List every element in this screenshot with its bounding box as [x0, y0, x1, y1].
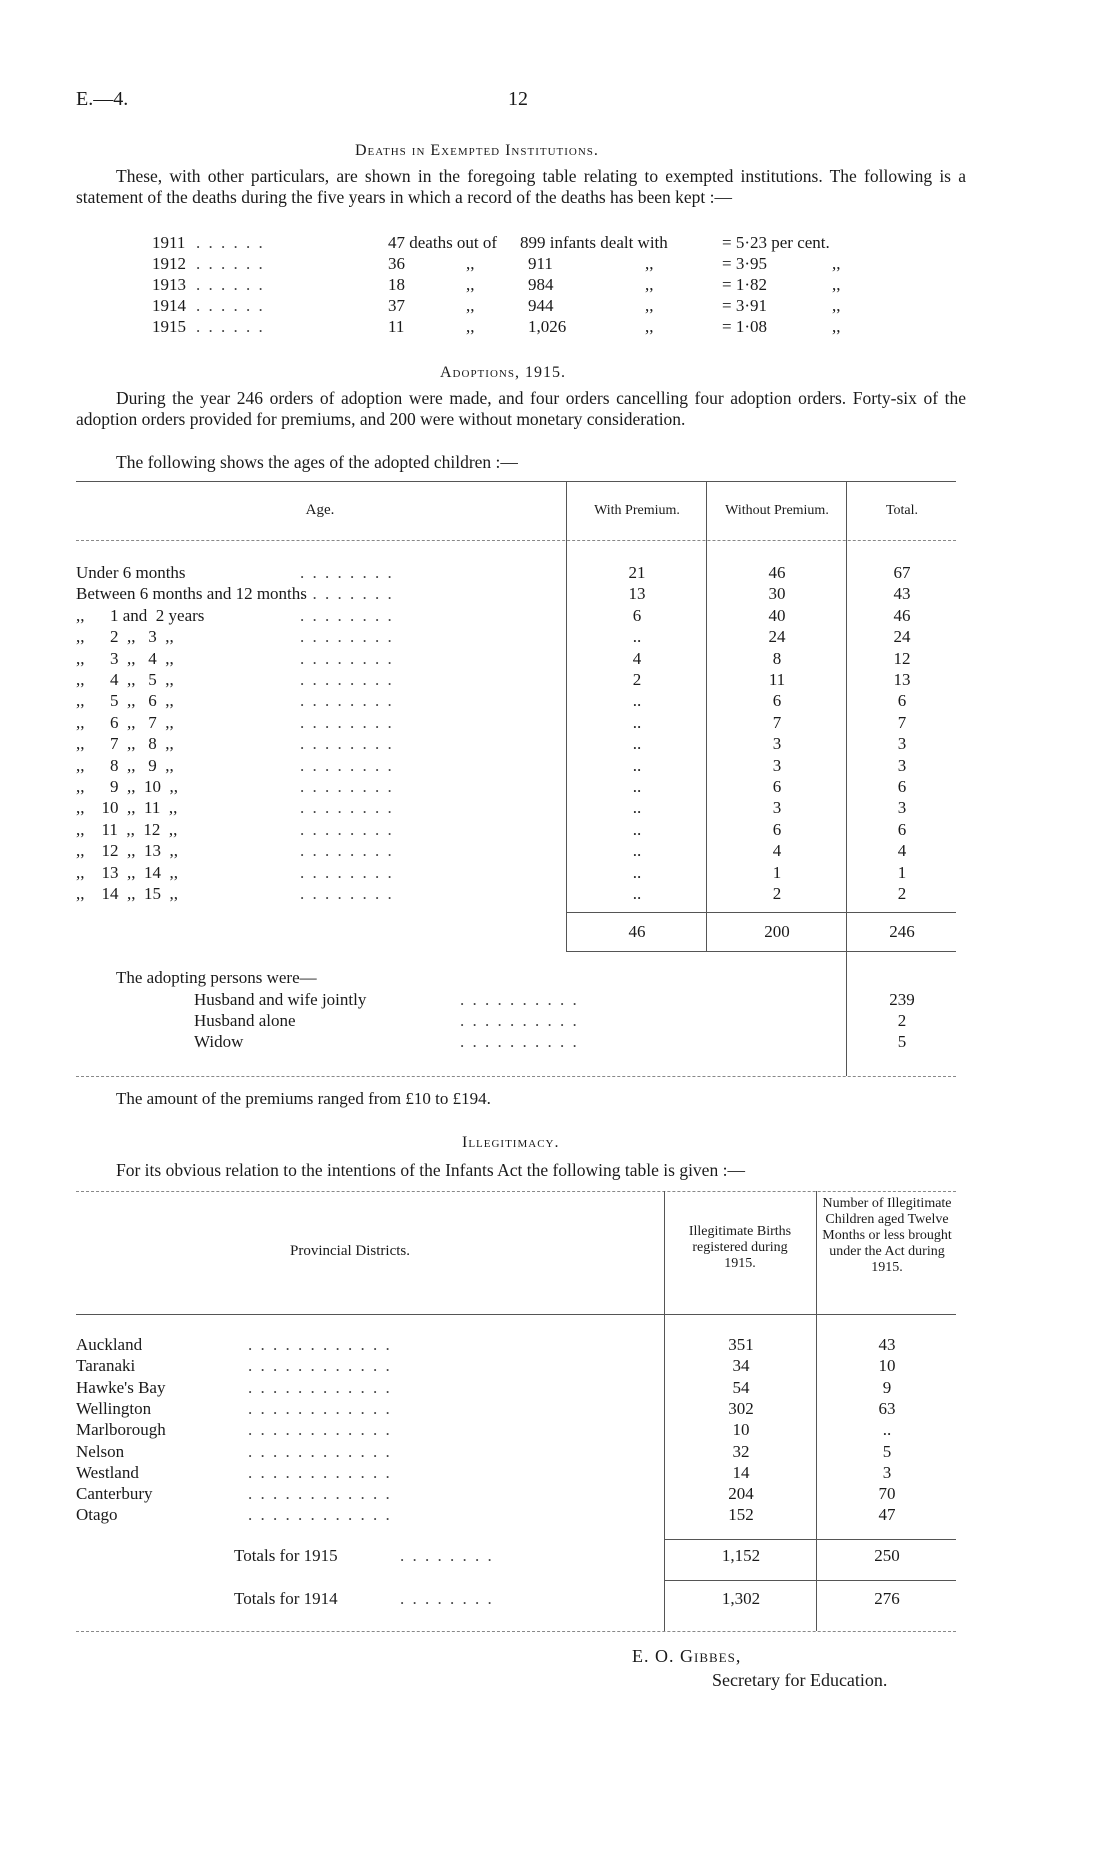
adoption-row — [0, 776, 1114, 797]
deaths-dots: . . . . . . — [196, 275, 265, 294]
adoption-age: ,, 1 and 2 years — [76, 605, 205, 625]
adoption-dots: . . . . . . . . — [300, 584, 394, 604]
adoptions-ages-intro: The following shows the ages of the adopted children :— — [116, 452, 518, 472]
adoption-dots: . . . . . . . . — [300, 563, 394, 582]
adoption-dots: . . . . . . . . — [300, 670, 394, 689]
deaths-year: 1911 — [152, 233, 186, 252]
adoption-without-premium: 3 — [772, 798, 782, 818]
adoption-total: 7 — [897, 712, 907, 732]
adoption-age: Under 6 months — [76, 563, 186, 582]
deaths-infants: 984 — [528, 275, 554, 294]
adoptions-col-header-without-premium: Without Premium. — [725, 503, 829, 518]
totals-1914-dots: . . . . . . . . — [400, 1589, 494, 1608]
district-children: 70 — [878, 1484, 896, 1504]
deaths-intro: These, with other particulars, are shown in the foregoing table relating to exempted institutions. The following is a statement of the deaths during the five years in which a record of the deaths has been kept :— — [76, 166, 966, 207]
totals-1915-label: Totals for 1915 — [234, 1546, 338, 1565]
illegitimacy-table-header-rule — [76, 1314, 956, 1315]
district-name: Otago — [76, 1505, 118, 1525]
deaths-row — [0, 232, 1114, 253]
adoption-dots: . . . . . . . . — [300, 798, 394, 818]
district-births: 14 — [732, 1462, 750, 1482]
deaths-ditto: ,, — [466, 254, 475, 273]
adoption-with-premium: 21 — [628, 563, 646, 582]
adoption-total: 24 — [893, 627, 911, 647]
deaths-ditto: ,, — [466, 275, 475, 294]
district-dots: . . . . . . . . . . . . — [248, 1398, 392, 1418]
deaths-ditto: ,, — [466, 296, 475, 315]
district-dots: . . . . . . . . . . . . — [248, 1356, 392, 1376]
adoption-dots: . . . . . . . . — [300, 712, 394, 732]
adoption-age: ,, 6 ,, 7 ,, — [76, 712, 174, 732]
adoption-without-premium: 6 — [772, 819, 782, 839]
deaths-rate: = 3·95 — [722, 254, 767, 273]
adoption-with-premium: 2 — [632, 670, 642, 689]
district-children: .. — [882, 1420, 892, 1440]
adoption-age: ,, 11 ,, 12 ,, — [76, 819, 178, 839]
adoption-age: ,, 5 ,, 6 ,, — [76, 691, 174, 711]
adoption-dots: . . . . . . . . — [300, 777, 394, 796]
adopting-person-label: Husband alone — [194, 1011, 296, 1030]
deaths-year: 1912 — [152, 254, 186, 273]
adopting-person-row — [0, 989, 1114, 1010]
adoption-total: 43 — [893, 584, 911, 604]
adoption-age: ,, 4 ,, 5 ,, — [76, 670, 174, 689]
deaths-ditto: ,, — [832, 296, 841, 315]
adoption-row — [0, 669, 1114, 690]
adoption-dots: . . . . . . . . — [300, 819, 394, 839]
adoption-total: 6 — [897, 819, 907, 839]
adoption-row — [0, 755, 1114, 776]
district-births: 10 — [732, 1420, 750, 1440]
totals-1914-children: 276 — [874, 1589, 900, 1608]
adopting-person-label: Husband and wife jointly — [194, 990, 367, 1009]
adoption-without-premium: 8 — [772, 648, 782, 668]
adoption-without-premium: 24 — [768, 627, 786, 647]
deaths-count: 37 — [388, 296, 405, 315]
adoption-without-premium: 3 — [772, 755, 782, 775]
adopting-persons-intro: The adopting persons were— — [116, 968, 317, 987]
adoption-total: 1 — [897, 862, 907, 882]
district-name: Marlborough — [76, 1420, 166, 1440]
adoption-row — [0, 733, 1114, 754]
district-name: Westland — [76, 1462, 139, 1482]
deaths-year: 1913 — [152, 275, 186, 294]
district-dots: . . . . . . . . . . . . — [248, 1441, 392, 1461]
adoption-age: ,, 13 ,, 14 ,, — [76, 862, 178, 882]
adoptions-grand-total: 246 — [889, 922, 915, 941]
adoption-total: 13 — [893, 670, 911, 689]
deaths-year: 1914 — [152, 296, 186, 315]
totals-1915-dots: . . . . . . . . — [400, 1546, 494, 1565]
deaths-infants: 1,026 — [528, 317, 567, 336]
adoption-total: 3 — [897, 755, 907, 775]
adoptions-paragraph: During the year 246 orders of adoption were made, and four orders cancelling four adoption orders. Forty-six of the adoption orders provided for premiums, and 200 were without monetary consideration. — [76, 388, 966, 429]
totals-1915-children: 250 — [874, 1546, 900, 1565]
deaths-rate: = 5·23 per cent. — [722, 233, 830, 252]
illegitimacy-col-header-children: Number of Illegitimate Children aged Twelve Months or less brought under the Act during 1915. — [822, 1196, 952, 1275]
district-dots: . . . . . . . . . . . . — [248, 1484, 392, 1504]
adoption-row — [0, 883, 1114, 904]
deaths-infants: 899 infants dealt with — [520, 233, 668, 252]
adoption-without-premium: 40 — [768, 605, 786, 625]
deaths-count: 47 deaths out of — [388, 233, 498, 252]
deaths-dots: . . . . . . — [196, 317, 265, 336]
district-name: Taranaki — [76, 1356, 136, 1376]
deaths-dots: . . . . . . — [196, 296, 265, 315]
adoption-total: 3 — [897, 734, 907, 754]
district-dots: . . . . . . . . . . . . — [248, 1420, 392, 1440]
adoption-dots: . . . . . . . . — [300, 691, 394, 711]
adoption-row — [0, 648, 1114, 669]
illegitimacy-subtotal-rule — [664, 1539, 956, 1540]
adopting-person-label: Widow — [194, 1032, 244, 1051]
adoptions-col-header-total: Total. — [885, 503, 919, 518]
adoption-age: Between 6 months and 12 months — [76, 584, 307, 604]
deaths-row — [0, 253, 1114, 274]
deaths-count: 18 — [388, 275, 405, 294]
adoption-dots: . . . . . . . . — [300, 734, 394, 754]
adopting-person-row — [0, 1031, 1114, 1052]
deaths-ditto: ,, — [832, 254, 841, 273]
illegitimacy-table-bottom-rule — [76, 1631, 956, 1632]
district-dots: . . . . . . . . . . . . — [248, 1462, 392, 1482]
district-name: Hawke's Bay — [76, 1377, 166, 1397]
illegitimacy-totals-rule — [664, 1580, 956, 1581]
adoption-row — [0, 583, 1114, 604]
deaths-ditto: ,, — [832, 275, 841, 294]
adoption-with-premium: .. — [632, 819, 642, 839]
deaths-ditto: ,, — [832, 317, 841, 336]
adopting-person-value: 239 — [889, 990, 915, 1009]
adoption-total: 6 — [897, 777, 907, 796]
illegitimacy-row — [0, 1398, 1114, 1419]
deaths-year: 1915 — [152, 317, 186, 336]
district-births: 54 — [732, 1377, 750, 1397]
adoption-without-premium: 6 — [772, 777, 782, 796]
signature-title: Secretary for Education. — [712, 1670, 888, 1690]
district-births: 302 — [728, 1398, 754, 1418]
adoption-age: ,, 8 ,, 9 ,, — [76, 755, 174, 775]
district-births: 152 — [728, 1505, 754, 1525]
illegitimacy-row — [0, 1504, 1114, 1525]
adoption-with-premium: .. — [632, 862, 642, 882]
adoption-age: ,, 2 ,, 3 ,, — [76, 627, 174, 647]
illegitimacy-heading: Illegitimacy. — [462, 1134, 560, 1151]
adoption-with-premium: 13 — [628, 584, 646, 604]
adoptions-table-header-rule — [76, 540, 956, 541]
adoption-dots: . . . . . . . . — [300, 841, 394, 861]
adoption-with-premium: 4 — [632, 648, 642, 668]
adoption-age: ,, 12 ,, 13 ,, — [76, 841, 178, 861]
illegitimacy-row — [0, 1483, 1114, 1504]
adoption-dots: . . . . . . . . — [300, 648, 394, 668]
district-births: 204 — [728, 1484, 754, 1504]
district-dots: . . . . . . . . . . . . — [248, 1505, 392, 1525]
deaths-rate: = 1·82 — [722, 275, 767, 294]
adoption-row — [0, 562, 1114, 583]
district-name: Canterbury — [76, 1484, 153, 1504]
adoptions-table-bottom-rule — [76, 1076, 956, 1077]
adoption-with-premium: .. — [632, 734, 642, 754]
district-births: 351 — [728, 1335, 754, 1354]
adoption-with-premium: .. — [632, 777, 642, 796]
adoption-with-premium: .. — [632, 691, 642, 711]
deaths-ditto: ,, — [645, 275, 654, 294]
district-name: Nelson — [76, 1441, 125, 1461]
adoptions-table-top-rule — [76, 481, 956, 482]
illegitimacy-row — [0, 1377, 1114, 1398]
adoptions-total-with-premium: 46 — [628, 922, 646, 941]
deaths-rate: = 1·08 — [722, 317, 767, 336]
district-children: 10 — [878, 1356, 896, 1376]
illegitimacy-table-top-rule — [76, 1191, 956, 1192]
deaths-dots: . . . . . . — [196, 233, 265, 252]
illegitimacy-row — [0, 1441, 1114, 1462]
adopting-person-dots: . . . . . . . . . . — [460, 1011, 579, 1030]
adoption-with-premium: .. — [632, 712, 642, 732]
adopting-person-row — [0, 1010, 1114, 1031]
adoption-without-premium: 2 — [772, 884, 782, 903]
totals-1914-births: 1,302 — [721, 1589, 761, 1608]
adoption-row — [0, 690, 1114, 711]
adoption-age: ,, 3 ,, 4 ,, — [76, 648, 174, 668]
deaths-ditto: ,, — [466, 317, 475, 336]
deaths-ditto: ,, — [645, 254, 654, 273]
district-births: 32 — [732, 1441, 750, 1461]
adoption-row — [0, 712, 1114, 733]
illegitimacy-row — [0, 1355, 1114, 1376]
district-dots: . . . . . . . . . . . . — [248, 1335, 392, 1354]
adoption-dots: . . . . . . . . — [300, 605, 394, 625]
district-name: Wellington — [76, 1398, 152, 1418]
illegitimacy-row — [0, 1334, 1114, 1355]
district-children: 3 — [882, 1462, 892, 1482]
adoption-row — [0, 626, 1114, 647]
adoption-total: 4 — [897, 841, 907, 861]
district-children: 5 — [882, 1441, 892, 1461]
adoption-total: 3 — [897, 798, 907, 818]
deaths-rate: = 3·91 — [722, 296, 767, 315]
deaths-row — [0, 295, 1114, 316]
adoption-without-premium: 30 — [768, 584, 786, 604]
adoptions-subtotal-rule — [566, 912, 956, 913]
adoption-age: ,, 10 ,, 11 ,, — [76, 798, 178, 818]
adoption-total: 12 — [893, 648, 911, 668]
adoption-dots: . . . . . . . . — [300, 862, 394, 882]
adoption-total: 2 — [897, 884, 907, 903]
deaths-dots: . . . . . . — [196, 254, 265, 273]
signature-name: E. O. Gibbes, — [632, 1646, 742, 1666]
adopting-person-dots: . . . . . . . . . . — [460, 990, 579, 1009]
adoption-with-premium: .. — [632, 755, 642, 775]
adoption-row — [0, 819, 1114, 840]
adoption-without-premium: 1 — [772, 862, 782, 882]
adoptions-heading: Adoptions, 1915. — [440, 364, 566, 381]
district-births: 34 — [732, 1356, 750, 1376]
district-children: 9 — [882, 1377, 892, 1397]
adoption-row — [0, 605, 1114, 626]
adoptions-totals-rule — [566, 951, 956, 952]
adoption-total: 67 — [893, 563, 911, 582]
adoption-row — [0, 797, 1114, 818]
adoption-age: ,, 14 ,, 15 ,, — [76, 884, 178, 903]
district-dots: . . . . . . . . . . . . — [248, 1377, 392, 1397]
adoption-with-premium: .. — [632, 884, 642, 903]
illegitimacy-row — [0, 1419, 1114, 1440]
adoptions-total-without-premium: 200 — [764, 922, 790, 941]
district-children: 47 — [878, 1505, 896, 1525]
illegitimacy-col-header-births: Illegitimate Births registered during 1915. — [688, 1224, 792, 1271]
adoption-without-premium: 46 — [768, 563, 786, 582]
deaths-heading: Deaths in Exempted Institutions. — [355, 142, 599, 159]
illegitimacy-intro: For its obvious relation to the intentions of the Infants Act the following table is given :— — [116, 1160, 745, 1180]
adoption-without-premium: 11 — [768, 670, 786, 689]
adoption-without-premium: 3 — [772, 734, 782, 754]
page-number: 12 — [508, 88, 528, 110]
district-children: 43 — [878, 1335, 896, 1354]
totals-1914-label: Totals for 1914 — [234, 1589, 338, 1608]
adoption-with-premium: .. — [632, 627, 642, 647]
deaths-row — [0, 316, 1114, 337]
deaths-ditto: ,, — [645, 317, 654, 336]
adoption-age: ,, 7 ,, 8 ,, — [76, 734, 174, 754]
adoption-total: 6 — [897, 691, 907, 711]
adoption-with-premium: 6 — [632, 605, 642, 625]
adoption-without-premium: 7 — [772, 712, 782, 732]
adoption-without-premium: 4 — [772, 841, 782, 861]
premium-range-note: The amount of the premiums ranged from £10 to £194. — [116, 1089, 491, 1108]
adoption-age: ,, 9 ,, 10 ,, — [76, 777, 178, 796]
adoption-total: 46 — [893, 605, 911, 625]
adopting-person-value: 5 — [897, 1032, 907, 1051]
deaths-ditto: ,, — [645, 296, 654, 315]
adoption-row — [0, 862, 1114, 883]
deaths-count: 36 — [388, 254, 405, 273]
deaths-count: 11 — [388, 317, 405, 336]
district-children: 63 — [878, 1398, 896, 1418]
deaths-row — [0, 274, 1114, 295]
page-reference: E.—4. — [76, 88, 129, 110]
adoption-with-premium: .. — [632, 798, 642, 818]
adoptions-col-header-with-premium: With Premium. — [594, 503, 680, 518]
adoption-with-premium: .. — [632, 841, 642, 861]
adopting-person-dots: . . . . . . . . . . — [460, 1032, 579, 1051]
deaths-infants: 911 — [528, 254, 553, 273]
illegitimacy-row — [0, 1462, 1114, 1483]
adoption-dots: . . . . . . . . — [300, 627, 394, 647]
adopting-person-value: 2 — [897, 1011, 907, 1030]
adoption-dots: . . . . . . . . — [300, 755, 394, 775]
adoption-dots: . . . . . . . . — [300, 884, 394, 903]
adoption-row — [0, 840, 1114, 861]
adoptions-col-header-age: Age. — [305, 502, 335, 518]
adoption-without-premium: 6 — [772, 691, 782, 711]
deaths-infants: 944 — [528, 296, 554, 315]
district-name: Auckland — [76, 1335, 143, 1354]
totals-1915-births: 1,152 — [721, 1546, 761, 1565]
illegitimacy-col-header-district: Provincial Districts. — [290, 1243, 410, 1259]
